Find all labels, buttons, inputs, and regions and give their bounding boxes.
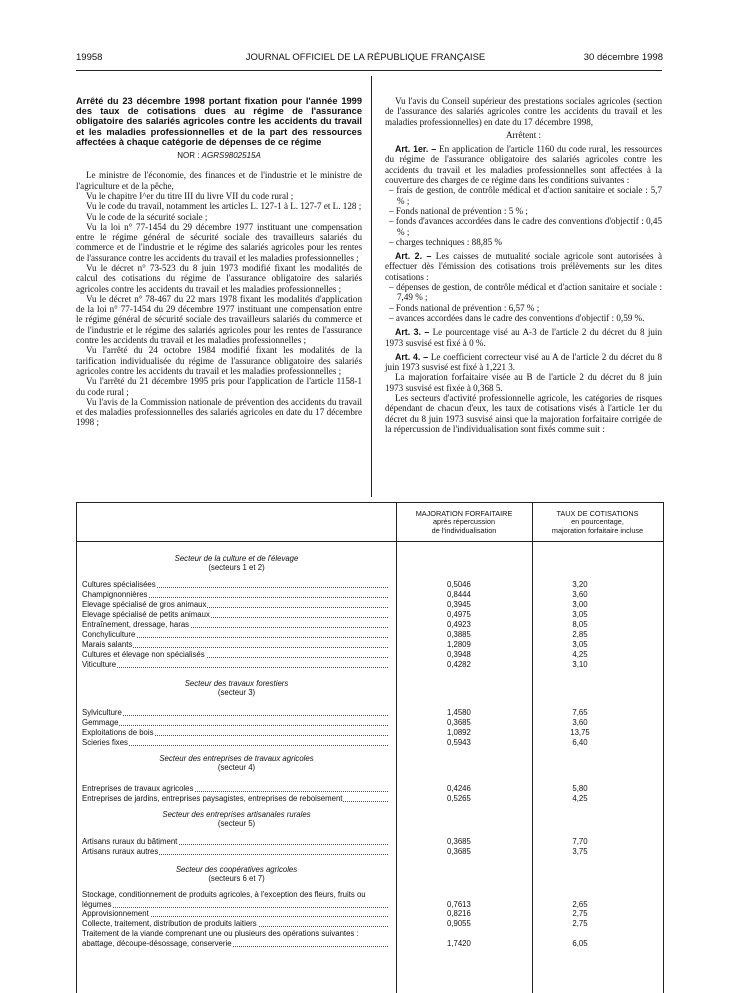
row-label <box>82 600 392 609</box>
taux-value: 7,65 <box>572 708 588 717</box>
header-rule <box>76 70 662 71</box>
row-label <box>82 738 392 747</box>
row-label <box>82 909 392 918</box>
row-label <box>82 630 392 639</box>
col-header-majoration: MAJORATION FORFAITAIRE après répercussion de l'individualisation <box>415 509 513 535</box>
row-label <box>82 794 392 803</box>
col-header-taux: TAUX DE COTISATIONS en pourcentage, majoration forfaitaire incluse <box>551 509 644 535</box>
article-text: En application de l'article 1160 du code rural, les ressources du régime de l'assurance obligatoire des salariés agricoles contre les accidents du travail et les maladies professionnelles sont affectées à la couverture des charges de ce régime dans les conditions suivantes : <box>385 144 662 186</box>
taux-value: 3,75 <box>572 847 588 856</box>
majoration-value: 0,3685 <box>447 847 471 856</box>
section-title: Secteur des coopératives agricoles <box>175 865 298 874</box>
nor-reference <box>76 151 362 161</box>
paragraph: La majoration forfaitaire visée au B de l'article 2 du décret du 8 juin 1973 susvisé est fixée à 0,368 5. <box>385 372 662 393</box>
row-label-text: Cultures et élevage non spécialisés <box>82 650 205 659</box>
list-item: – Fonds national de prévention : 5 % ; <box>389 205 528 216</box>
arretent-heading: Arrêtent : <box>505 129 542 140</box>
column-divider <box>371 76 372 497</box>
taux-value: 4,25 <box>572 794 588 803</box>
majoration-value: 1,4580 <box>447 708 471 717</box>
majoration-value: 0,9055 <box>447 919 471 928</box>
paragraph: Les secteurs d'activité professionnelle agricole, les catégories de risques dépendant de chacun d'eux, les taux de cotisations visés à l'article 1er du décret du 8 juin 1973 susvisé ainsi que la majoration forfaitaire corrigée de la répercussion de l'individualisation sont fixés comme suit : <box>385 393 662 434</box>
row-label <box>82 590 392 599</box>
row-label-text: Stockage, conditionnement de produits agricoles, à l'exception des fleurs, fruits ou légumes <box>82 890 366 909</box>
row-label-text: Elevage spécialisé de gros animaux <box>82 600 207 609</box>
taux-value: 6,05 <box>572 939 588 948</box>
article-label: Art. 1er. – <box>395 144 437 155</box>
list-item: – fonds d'avances accordées dans le cadre des conventions d'objectif : 0,45 % ; <box>389 216 662 237</box>
table-row <box>77 890 663 910</box>
row-label <box>82 650 392 659</box>
table-row <box>77 929 663 949</box>
article-label: Art. 4. – <box>395 351 429 362</box>
paragraph: Le ministre de l'économie, des finances et de l'industrie et le ministre de l'agriculture et de la pêche, <box>76 170 362 191</box>
majoration-value: 1,0892 <box>447 728 471 737</box>
list-item: – Fonds national de prévention : 6,57 % ; <box>389 302 540 313</box>
decree-title: Arrêté du 23 décembre 1998 portant fixation pour l'année 1999 des taux de cotisations dues au régime de l'assurance obligatoire des salariés agricoles contre les accidents du travail et les maladies professionnelles et de la part des ressources affectées à chaque catégorie de dépenses de ce régime <box>76 96 362 147</box>
table-row <box>77 718 663 728</box>
list-item: – frais de gestion, de contrôle médical et d'action sanitaire et sociale : 5,7 % ; <box>389 185 662 206</box>
article-label: Art. 2. – <box>395 251 432 262</box>
section-header <box>77 679 396 698</box>
section-title: Secteur des travaux forestiers <box>184 679 289 688</box>
row-label <box>82 919 392 928</box>
table-row <box>77 784 663 794</box>
nor-code: AGRS9802515A <box>201 151 261 161</box>
section-header <box>77 554 396 573</box>
table-row <box>77 640 663 650</box>
row-label-text: Entreprises de jardins, entreprises paysagistes, entreprises de reboisement <box>82 794 343 803</box>
table-row <box>77 650 663 660</box>
section-subtitle: (secteurs 6 et 7) <box>208 874 265 884</box>
row-label <box>82 708 392 717</box>
article-3 <box>385 327 662 348</box>
article-4 <box>385 352 662 373</box>
right-column <box>385 96 662 434</box>
table-row <box>77 620 663 630</box>
row-label-text: Scieries fixes <box>82 738 128 747</box>
row-label-text: Cultures spécialisées <box>82 580 156 589</box>
table-row <box>77 610 663 620</box>
row-label <box>82 837 392 846</box>
row-label <box>82 660 392 669</box>
taux-value: 6,40 <box>572 738 588 747</box>
table-row <box>77 919 663 929</box>
row-label-text: Artisans ruraux du bâtiment <box>82 837 178 846</box>
row-label <box>82 580 392 589</box>
section-title: Secteur de la culture et de l'élevage <box>174 554 299 563</box>
row-label-text: Sylviculture <box>82 708 122 717</box>
article-label: Art. 3. – <box>395 327 430 338</box>
row-label-text: Gemmage <box>82 718 119 727</box>
paragraph: Vu l'arrêté du 21 décembre 1995 pris pour l'application de l'article 1158-1 du code rural ; <box>76 376 362 397</box>
row-label <box>82 784 392 793</box>
table-row <box>77 660 663 670</box>
article-text: Les caisses de mutualité sociale agricole sont autorisées à effectuer dès l'émission des cotisations trois prélèvements sur les dites cotisations : <box>385 251 662 282</box>
taux-value: 2,65 <box>572 900 588 909</box>
taux-value: 2,75 <box>572 919 588 928</box>
taux-value: 5,80 <box>572 784 588 793</box>
table-row <box>77 630 663 640</box>
taux-value: 8,05 <box>572 620 588 629</box>
taux-value: 3,20 <box>572 580 588 589</box>
article-1 <box>385 144 662 185</box>
row-label <box>82 718 392 727</box>
left-column <box>76 96 362 428</box>
majoration-value: 0,4282 <box>447 660 471 669</box>
taux-value: 3,10 <box>572 660 588 669</box>
section-header <box>77 810 396 829</box>
taux-value: 3,60 <box>572 590 588 599</box>
majoration-value: 0,8216 <box>447 909 471 918</box>
table-row <box>77 590 663 600</box>
article-2 <box>385 251 662 282</box>
taux-value: 13,75 <box>570 728 590 737</box>
row-label-text: Traitement de la viande comprenant une ou plusieurs des opérations suivantes : abattage, découpe-désossage, conserverie <box>82 929 359 948</box>
section-subtitle: (secteur 4) <box>217 763 256 773</box>
majoration-value: 0,7613 <box>447 900 471 909</box>
majoration-value: 0,3885 <box>447 630 471 639</box>
table-row <box>77 738 663 748</box>
table-row <box>77 794 663 804</box>
row-label-text: Approvisionnement <box>82 909 149 918</box>
section-header <box>77 754 396 773</box>
paragraph: Vu l'arrêté du 24 octobre 1984 modifié fixant les modalités de la tarification individualisée du régime de l'assurance obligatoire des salariés agricoles contre les accidents du travail et les maladies professionnelles ; <box>76 345 362 376</box>
row-label-text: Collecte, traitement, distribution de produits laitiers <box>82 919 257 928</box>
rates-table <box>76 502 664 993</box>
taux-value: 2,75 <box>572 909 588 918</box>
majoration-value: 0,3945 <box>447 600 471 609</box>
taux-value: 4,25 <box>572 650 588 659</box>
taux-value: 3,00 <box>572 600 588 609</box>
section-subtitle: (secteur 5) <box>217 819 256 829</box>
section-subtitle: (secteurs 1 et 2) <box>208 563 265 573</box>
header-separator <box>77 541 663 542</box>
table-row <box>77 728 663 738</box>
majoration-value: 0,4246 <box>447 784 471 793</box>
journal-title: JOURNAL OFFICIEL DE LA RÉPUBLIQUE FRANÇAISE <box>245 52 486 63</box>
table-row <box>77 600 663 610</box>
table-row <box>77 847 663 857</box>
list-item: – charges techniques : 88,85 % <box>389 236 502 247</box>
table-row <box>77 708 663 718</box>
majoration-value: 1,7420 <box>447 939 471 948</box>
section-header <box>77 865 396 884</box>
paragraph: Vu le décret n° 73-523 du 8 juin 1973 modifié fixant les modalités de calcul des cotisations du régime de l'assurance obligatoire des salariés agricoles contre les accidents du travail et les maladies professionnelles ; <box>76 262 362 294</box>
page-header <box>0 52 731 66</box>
row-label-text: Champignonnières <box>82 590 148 599</box>
page-number: 19958 <box>76 52 103 63</box>
paragraph: Vu l'avis de la Commission nationale de prévention des accidents du travail et des maladies professionnelles des salariés agricoles en date du 17 décembre 1998 ; <box>76 396 362 428</box>
row-label <box>82 847 392 856</box>
article-text: Le coefficient correcteur visé au A de l'article 2 du décret du 8 juin 1973 susvisé est fixé à 1,221 3. <box>385 351 662 373</box>
row-label-text: Entreprises de travaux agricoles <box>82 784 194 793</box>
paragraph: Vu l'avis du Conseil supérieur des prestations sociales agricoles (section de l'assurance des salariés agricoles contre les accidents du travail et les maladies professionnelles) en date du 17 décembre 1998, <box>385 96 662 127</box>
paragraph: Vu le code du travail, notamment les articles L. 127-1 à L. 127-7 et L. 128 ; <box>86 201 362 212</box>
row-label-text: Exploitations de bois <box>82 728 154 737</box>
row-label <box>82 610 392 619</box>
row-label <box>82 640 392 649</box>
table-row <box>77 580 663 590</box>
majoration-value: 0,4975 <box>447 610 471 619</box>
row-label <box>82 929 392 949</box>
table-row <box>77 837 663 847</box>
majoration-value: 0,3948 <box>447 650 471 659</box>
row-label-text: Elevage spécialisé de petits animaux <box>82 610 210 619</box>
article-text: Le pourcentage visé au A-3 de l'article 2 du décret du 8 juin 1973 susvisé est fixé à 0 %. <box>385 327 662 348</box>
majoration-value: 0,5943 <box>447 738 471 747</box>
majoration-value: 0,3685 <box>447 718 471 727</box>
issue-date: 30 décembre 1998 <box>583 52 663 63</box>
section-title: Secteur des entreprises de travaux agricoles <box>159 754 314 763</box>
row-label-text: Conchyliculture <box>82 630 136 639</box>
list-item: – dépenses de gestion, de contrôle médical et d'action sanitaire et sociale : 7,49 % ; <box>389 282 662 303</box>
taux-value: 3,60 <box>572 718 588 727</box>
paragraph: Vu le code de la sécurité sociale ; <box>86 211 208 222</box>
majoration-value: 0,5265 <box>447 794 471 803</box>
paragraph: Vu le chapitre I^er du titre III du livre VII du code rural ; <box>86 190 294 201</box>
row-label <box>82 728 392 737</box>
majoration-value: 0,3685 <box>447 837 471 846</box>
taux-value: 2,85 <box>572 630 588 639</box>
paragraph: Vu le décret n° 78-467 du 22 mars 1978 fixant les modalités d'application de la loi n° 77-1454 du 29 décembre 1977 instituant une compensation entre le régime général de sécurité sociale des travailleurs salariés du commerce et de l'industrie et le régime des salariés agricoles pour les rentes de l'assurance contre les accidents du travail et les maladies professionnelles ; <box>76 293 362 346</box>
row-label <box>82 620 392 629</box>
paragraph: Vu la loi n° 77-1454 du 29 décembre 1977 instituant une compensation entre le régime général de sécurité sociale des travailleurs salariés du commerce et de l'industrie et le régime des salariés agricoles pour les rentes de l'assurance contre les accidents du travail et les maladies professionnelles ; <box>76 221 362 263</box>
row-label <box>82 890 392 910</box>
table-row <box>77 909 663 919</box>
majoration-value: 1,2809 <box>447 640 471 649</box>
nor-label: NOR : <box>177 151 200 161</box>
section-title: Secteur des entreprises artisanales rurales <box>162 810 311 819</box>
majoration-value: 0,8444 <box>447 590 471 599</box>
row-label-text: Entraînement, dressage, haras <box>82 620 190 629</box>
taux-value: 7,70 <box>572 837 588 846</box>
row-label-text: Artisans ruraux autres <box>82 847 159 856</box>
row-label-text: Viticulture <box>82 660 117 669</box>
section-subtitle: (secteur 3) <box>217 688 256 698</box>
row-label-text: Marais salants <box>82 640 133 649</box>
majoration-value: 0,4923 <box>447 620 471 629</box>
list-item: – avances accordées dans le cadre des conventions d'objectif : 0,59 %. <box>389 312 645 323</box>
taux-value: 3,05 <box>572 640 588 649</box>
taux-value: 3,05 <box>572 610 588 619</box>
majoration-value: 0,5046 <box>447 580 471 589</box>
